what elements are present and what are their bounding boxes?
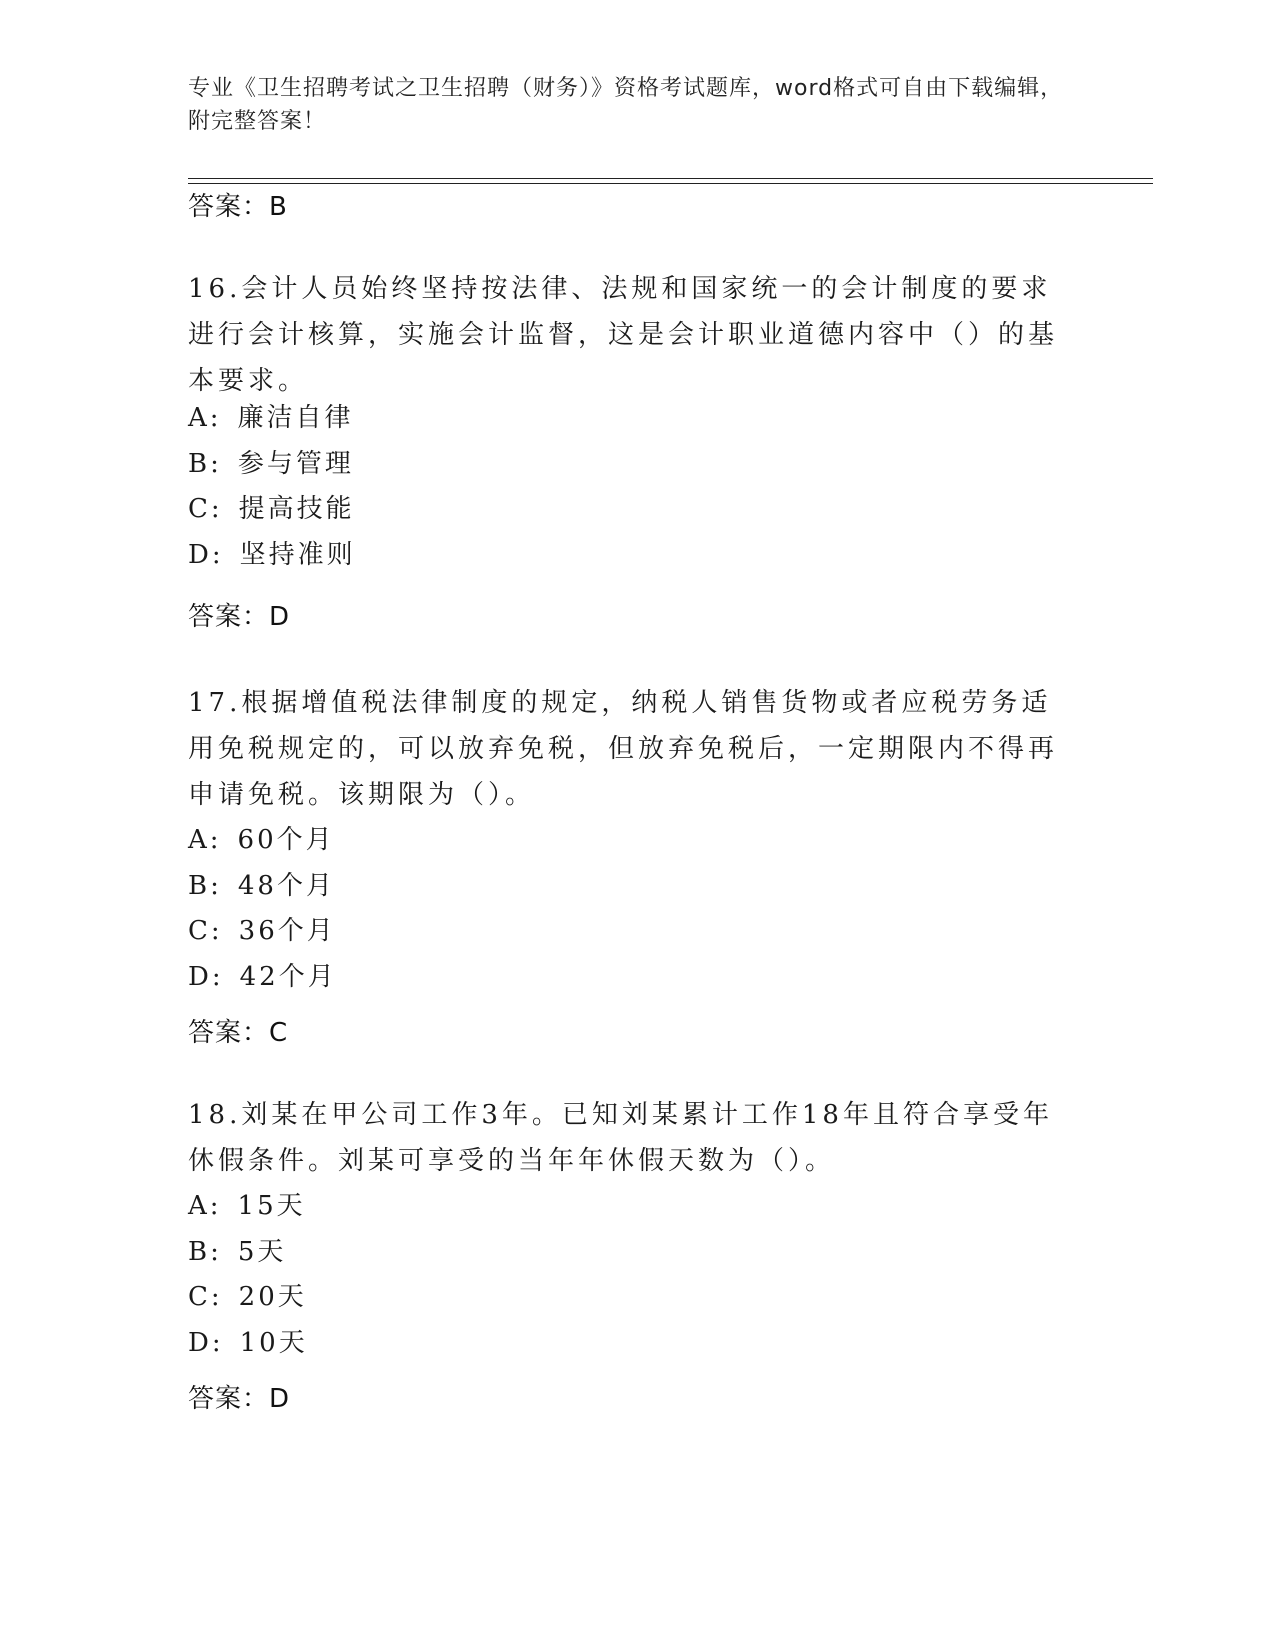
question-18-answer: 答案：D: [188, 1384, 291, 1414]
option-letter: B:: [188, 1236, 222, 1267]
option-letter: A:: [188, 1191, 222, 1221]
option-d: [188, 955, 337, 1001]
option-text: 参与管理: [237, 448, 354, 479]
option-d: [188, 1321, 308, 1367]
option-b: [188, 1230, 308, 1276]
previous-answer: 答案：B: [188, 192, 288, 222]
option-a: [188, 818, 337, 864]
option-letter: D:: [188, 539, 224, 570]
option-letter: C:: [188, 1282, 223, 1312]
option-text: 提高技能: [238, 494, 355, 524]
header-divider-bottom: [188, 183, 1153, 184]
option-d: [188, 533, 356, 579]
question-16-text: 16.会计人员始终坚持按法律、法规和国家统一的会计制度的要求进行会计核算，实施会计监督，这是会计职业道德内容中（）的基本要求。: [188, 274, 1059, 396]
option-letter: B:: [188, 870, 222, 901]
option-c: [188, 487, 356, 533]
option-text: 36个月: [238, 916, 336, 946]
question-17-answer: 答案：C: [188, 1018, 289, 1048]
option-text: 48个月: [237, 870, 335, 901]
option-a: [188, 396, 356, 442]
option-text: 5天: [237, 1236, 287, 1267]
question-17-options: [188, 818, 337, 1000]
header-divider-top: [188, 178, 1153, 179]
option-a: [188, 1184, 308, 1230]
question-17-text: 17.根据增值税法律制度的规定，纳税人销售货物或者应税劳务适用免税规定的，可以放弃免税，但放弃免税后，一定期限内不得再申请免税。该期限为（）。: [188, 688, 1059, 810]
option-c: [188, 1275, 308, 1321]
option-text: 42个月: [239, 961, 337, 992]
option-text: 15天: [237, 1191, 306, 1221]
option-letter: D:: [188, 1327, 224, 1358]
option-b: [188, 442, 356, 488]
question-16-options: [188, 396, 356, 578]
option-text: 20天: [238, 1282, 307, 1312]
option-letter: B:: [188, 448, 222, 479]
option-letter: A:: [188, 825, 222, 855]
option-text: 廉洁自律: [237, 403, 354, 433]
option-letter: C:: [188, 494, 223, 524]
option-letter: C:: [188, 916, 223, 946]
option-text: 坚持准则: [239, 539, 356, 570]
option-c: [188, 909, 337, 955]
option-letter: A:: [188, 403, 222, 433]
question-16-answer: 答案：D: [188, 602, 291, 632]
option-b: [188, 864, 337, 910]
option-letter: D:: [188, 961, 224, 992]
question-18-options: [188, 1184, 308, 1366]
document-header: 专业《卫生招聘考试之卫生招聘（财务）》资格考试题库，word格式可自由下载编辑，附完整答案！: [188, 76, 1064, 134]
option-text: 60个月: [237, 825, 335, 855]
option-text: 10天: [239, 1327, 308, 1358]
question-18-text: 18.刘某在甲公司工作3年。已知刘某累计工作18年且符合享受年休假条件。刘某可享受的当年年休假天数为（）。: [188, 1100, 1053, 1176]
